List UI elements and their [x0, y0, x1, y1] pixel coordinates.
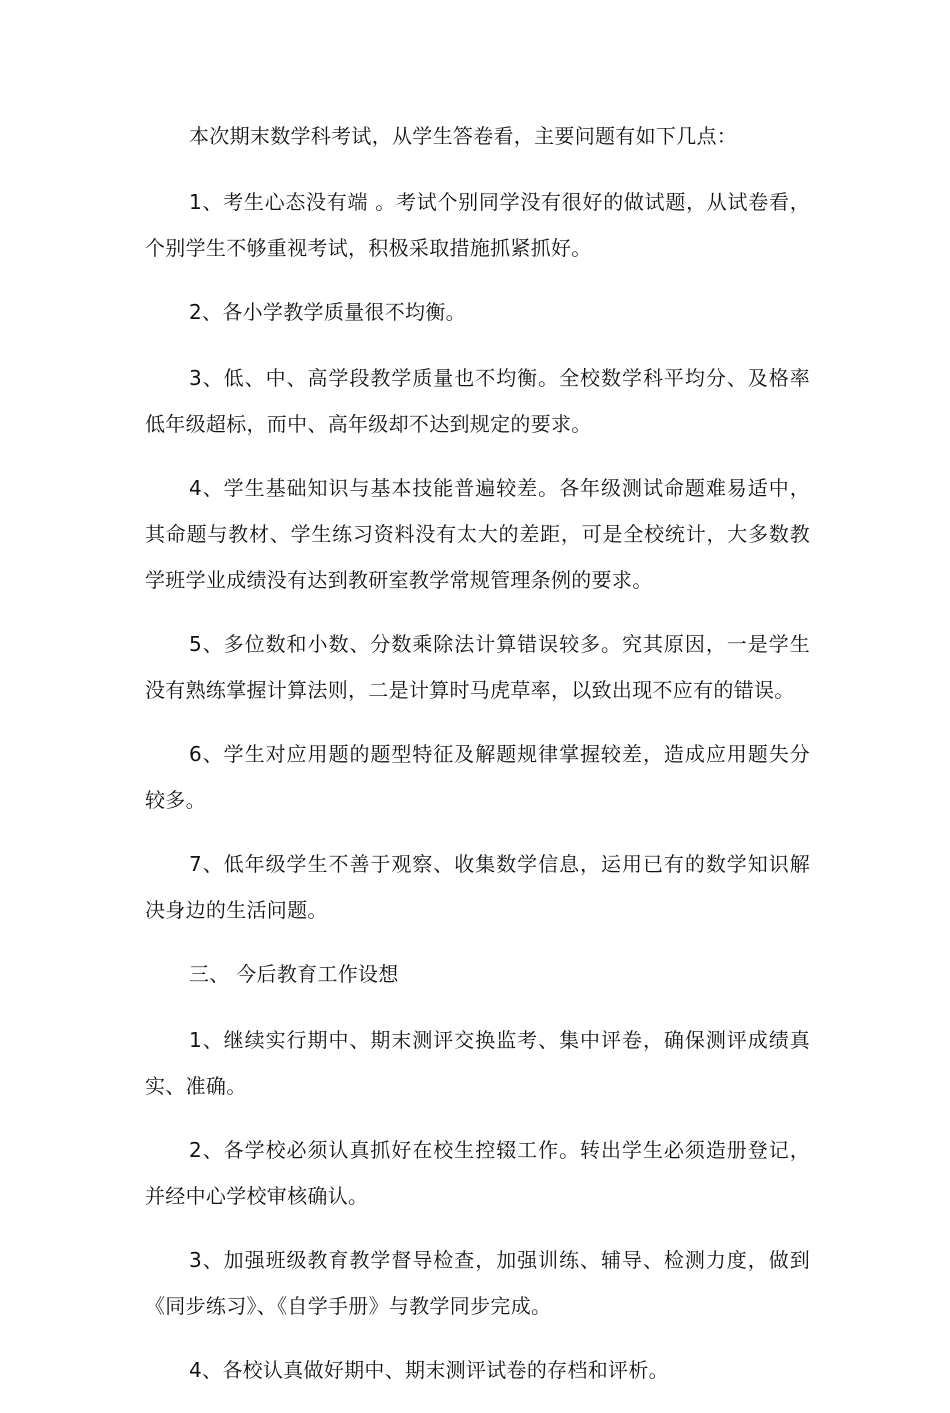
plan-item-3: 3、加强班级教育教学督导检查，加强训练、辅导、检测力度，做到《同步练习》、《自学手册》与教学同步完成。 [145, 1248, 810, 1318]
problem-item-2: 2、各小学教学质量很不均衡。 [189, 300, 466, 324]
problem-item-7: 7、低年级学生不善于观察、收集数学信息，运用已有的数学知识解决身边的生活问题。 [145, 852, 810, 922]
plan-item-1: 1、继续实行期中、期末测评交换监考、集中评卷，确保测评成绩真实、准确。 [145, 1028, 810, 1098]
problem-item-5: 5、多位数和小数、分数乘除法计算错误较多。究其原因，一是学生没有熟练掌握计算法则，二是计算时马虎草率，以致出现不应有的错误。 [145, 632, 810, 702]
intro-paragraph: 本次期末数学科考试，从学生答卷看，主要问题有如下几点： [189, 124, 738, 148]
problem-item-1: 1、考生心态没有端 。考试个别同学没有很好的做试题，从试卷看，个别学生不够重视考试，积极采取措施抓紧抓好。 [145, 190, 810, 260]
section-heading-3: 三、 今后教育工作设想 [189, 962, 399, 986]
problem-item-6: 6、学生对应用题的题型特征及解题规律掌握较差，造成应用题失分较多。 [145, 742, 810, 812]
problem-item-4: 4、学生基础知识与基本技能普遍较差。各年级测试命题难易适中，其命题与教材、学生练习资料没有太大的差距，可是全校统计，大多数教学班学业成绩没有达到教研室教学常规管理条例的要求。 [145, 476, 810, 592]
plan-item-2: 2、各学校必须认真抓好在校生控辍工作。转出学生必须造册登记，并经中心学校审核确认。 [145, 1138, 810, 1208]
problem-item-3: 3、低、中、高学段教学质量也不均衡。全校数学科平均分、及格率低年级超标，而中、高年级却不达到规定的要求。 [145, 366, 810, 436]
plan-item-4: 4、各校认真做好期中、期末测评试卷的存档和评析。 [189, 1358, 669, 1382]
document-body [145, 113, 810, 1413]
